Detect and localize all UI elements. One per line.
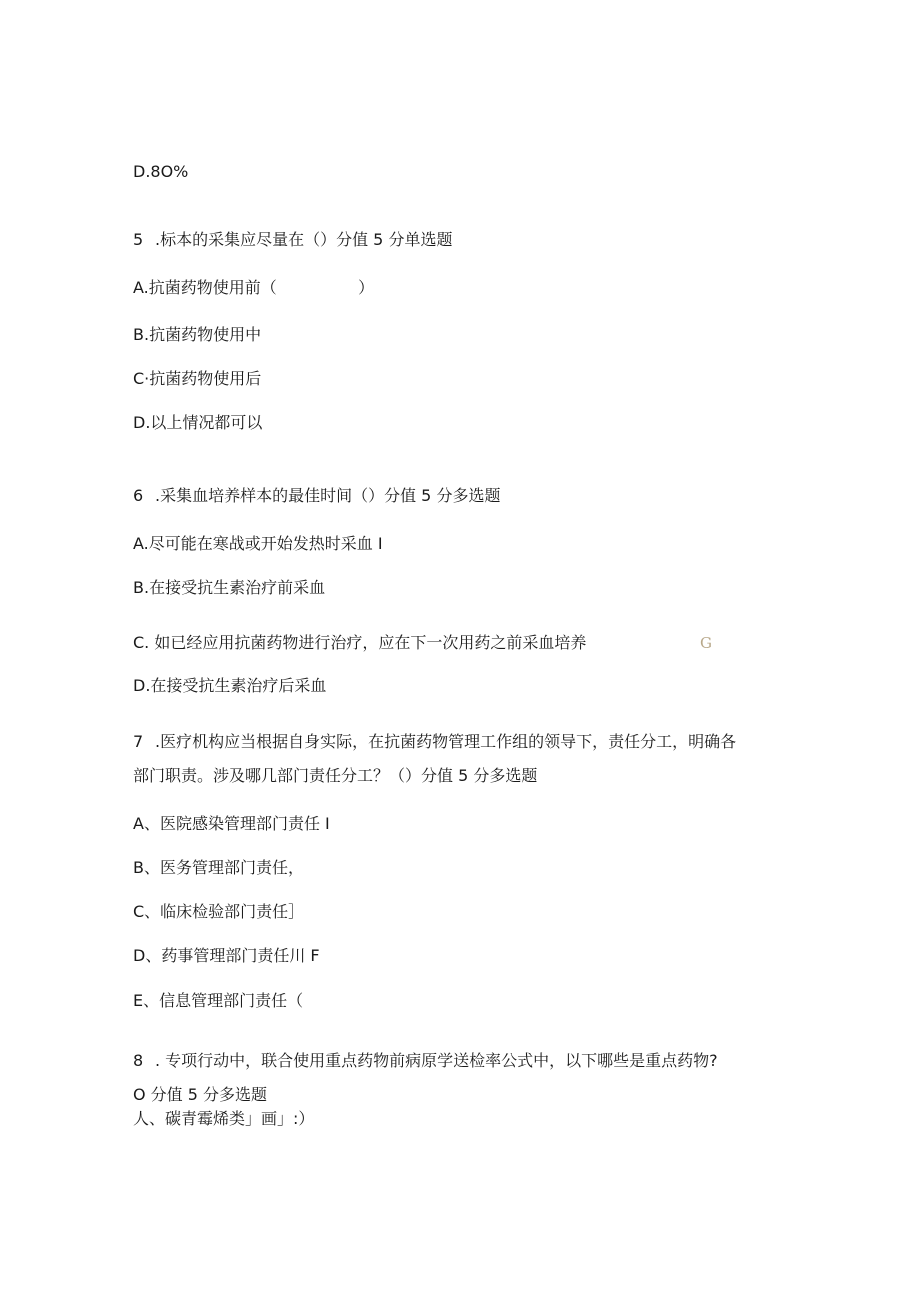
question-7-option-d: D、药事管理部门责任川 F [133, 946, 320, 965]
question-5-stem [133, 229, 452, 251]
question-5-option-a: A.抗菌药物使用前（ ） [133, 278, 375, 297]
question-7-option-e: E、信息管理部门责任（ [133, 991, 304, 1010]
question-8-stem-line1 [133, 1050, 718, 1072]
question-7-option-a: A、医院感染管理部门责任 I [133, 814, 330, 833]
question-number: 7 [133, 732, 144, 751]
question-8-option-a: 人、碳青霉烯类」画」:） [133, 1109, 315, 1128]
question-number: 5 [133, 230, 144, 249]
prev-option-d: D.8O% [133, 162, 189, 181]
question-text: .采集血培养样本的最佳时间（）分值 5 分多选题 [155, 486, 501, 505]
question-number: 8 [133, 1051, 144, 1070]
question-text: . 专项行动中，联合使用重点药物前病原学送检率公式中，以下哪些是重点药物? [155, 1051, 718, 1070]
question-6-stem [133, 485, 500, 507]
stray-mark: G [700, 634, 712, 652]
question-6-option-d: D.在接受抗生素治疗后采血 [133, 676, 327, 695]
question-5-option-d: D.以上情况都可以 [133, 413, 263, 432]
question-8-stem-line2: O 分值 5 分多选题 [133, 1085, 268, 1104]
question-number: 6 [133, 486, 144, 505]
question-7-stem-line2: 部门职责。涉及哪几部门责任分工？（）分值 5 分多选题 [133, 766, 538, 785]
question-6-option-b: B.在接受抗生素治疗前采血 [133, 578, 326, 597]
question-7-option-b: B、医务管理部门责任， [133, 858, 304, 877]
question-7-option-c: C、临床检验部门责任］ [133, 902, 305, 921]
question-6-option-a: A.尽可能在寒战或开始发热时采血 I [133, 534, 383, 553]
question-6-option-c: C. 如已经应用抗菌药物进行治疗，应在下一次用药之前采血培养 [133, 633, 587, 652]
question-7-stem-line1 [133, 731, 736, 753]
question-5-option-c: C·抗菌药物使用后 [133, 369, 262, 388]
question-5-option-b: B.抗菌药物使用中 [133, 325, 262, 344]
question-text: .标本的采集应尽量在（）分值 5 分单选题 [155, 230, 453, 249]
question-text: .医疗机构应当根据自身实际，在抗菌药物管理工作组的领导下，责任分工，明确各 [155, 732, 737, 751]
